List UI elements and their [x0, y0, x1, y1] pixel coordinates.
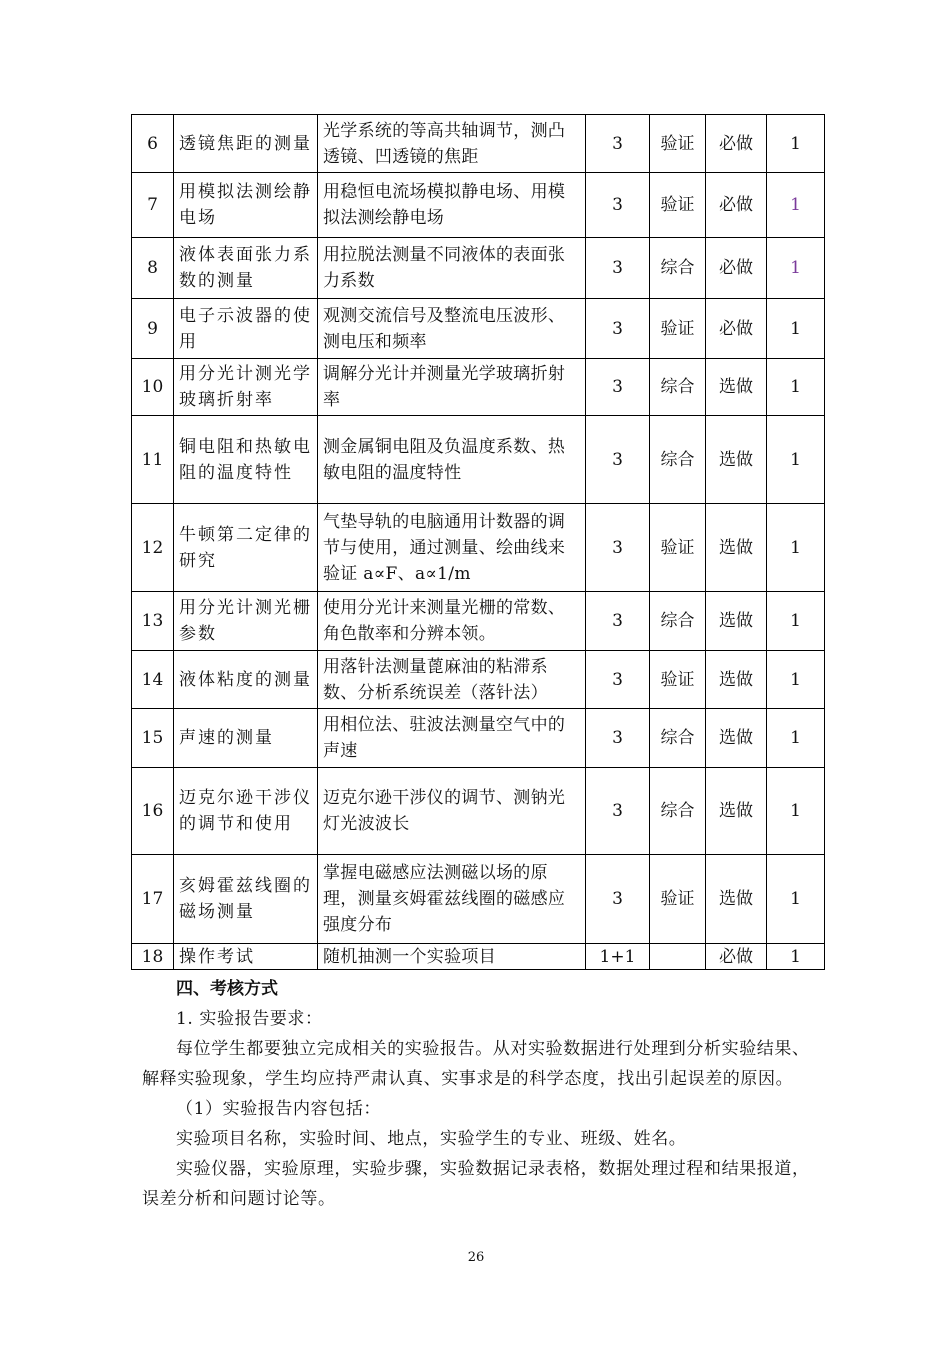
cell-desc: 用稳恒电流场模拟静电场、用模拟法测绘静电场 [318, 173, 586, 238]
table-row [132, 416, 825, 504]
cell-hours: 3 [586, 238, 650, 299]
cell-name: 声速的测量 [174, 709, 318, 768]
cell-desc: 使用分光计来测量光栅的常数、角色散率和分辨本领。 [318, 592, 586, 651]
cell-req: 选做 [706, 359, 767, 416]
cell-type: 验证 [650, 299, 706, 359]
cell-desc: 迈克尔逊干涉仪的调节、测钠光灯光波波长 [318, 768, 586, 855]
cell-type: 综合 [650, 592, 706, 651]
cell-groups: 1 [767, 651, 825, 709]
cell-name: 透镜焦距的测量 [174, 115, 318, 173]
cell-name: 亥姆霍兹线圈的磁场测量 [174, 855, 318, 944]
cell-name: 铜电阻和热敏电阻的温度特性 [174, 416, 318, 504]
cell-no: 16 [132, 768, 174, 855]
cell-name: 牛顿第二定律的研究 [174, 504, 318, 592]
cell-groups: 1 [767, 504, 825, 592]
cell-hours: 3 [586, 359, 650, 416]
cell-desc: 掌握电磁感应法测磁以场的原理，测量亥姆霍兹线圈的磁感应强度分布 [318, 855, 586, 944]
cell-groups: 1 [767, 709, 825, 768]
cell-hours: 3 [586, 504, 650, 592]
cell-no: 11 [132, 416, 174, 504]
cell-desc: 用拉脱法测量不同液体的表面张力系数 [318, 238, 586, 299]
cell-name: 液体表面张力系数的测量 [174, 238, 318, 299]
cell-no: 18 [132, 944, 174, 970]
cell-groups: 1 [767, 173, 825, 238]
cell-name: 电子示波器的使用 [174, 299, 318, 359]
cell-desc: 气垫导轨的电脑通用计数器的调节与使用，通过测量、绘曲线来验证 a∝F、a∝1/m [318, 504, 586, 592]
cell-hours: 3 [586, 768, 650, 855]
cell-no: 7 [132, 173, 174, 238]
cell-desc: 观测交流信号及整流电压波形、测电压和频率 [318, 299, 586, 359]
cell-hours: 3 [586, 115, 650, 173]
report-content-paragraph: 实验仪器，实验原理，实验步骤，实验数据记录表格，数据处理过程和结果报道，误差分析和问题讨论等。 [142, 1159, 810, 1209]
cell-req: 必做 [706, 944, 767, 970]
cell-hours: 1+1 [586, 944, 650, 970]
page-number: 26 [467, 1250, 485, 1265]
cell-groups: 1 [767, 359, 825, 416]
cell-name: 用分光计测光学玻璃折射率 [174, 359, 318, 416]
cell-desc: 随机抽测一个实验项目 [318, 944, 586, 970]
cell-no: 9 [132, 299, 174, 359]
table-row [132, 651, 825, 709]
assessment-section [142, 974, 822, 1214]
table-row [132, 115, 825, 173]
cell-no: 15 [132, 709, 174, 768]
cell-groups: 1 [767, 299, 825, 359]
table-row [132, 504, 825, 592]
cell-no: 6 [132, 115, 174, 173]
cell-groups: 1 [767, 238, 825, 299]
cell-hours: 3 [586, 299, 650, 359]
cell-type: 验证 [650, 173, 706, 238]
cell-hours: 3 [586, 709, 650, 768]
cell-req: 选做 [706, 709, 767, 768]
cell-groups: 1 [767, 115, 825, 173]
report-paragraph: 每位学生都要独立完成相关的实验报告。从对实验数据进行处理到分析实验结果、解释实验现象，学生均应持严肃认真、实事求是的科学态度，找出引起误差的原因。 [142, 1039, 810, 1089]
table-row [132, 768, 825, 855]
table-row [132, 592, 825, 651]
table-row [132, 238, 825, 299]
cell-no: 10 [132, 359, 174, 416]
cell-hours: 3 [586, 592, 650, 651]
cell-no: 13 [132, 592, 174, 651]
cell-type: 综合 [650, 416, 706, 504]
table-row [132, 299, 825, 359]
cell-no: 17 [132, 855, 174, 944]
cell-req: 选做 [706, 592, 767, 651]
cell-type: 验证 [650, 855, 706, 944]
cell-desc: 测金属铜电阻及负温度系数、热敏电阻的温度特性 [318, 416, 586, 504]
report-content-item: （1）实验报告内容包括： [176, 1099, 382, 1119]
table-row [132, 855, 825, 944]
table-row [132, 359, 825, 416]
cell-req: 选做 [706, 504, 767, 592]
cell-req: 必做 [706, 238, 767, 299]
cell-type: 综合 [650, 709, 706, 768]
cell-req: 选做 [706, 768, 767, 855]
cell-groups: 1 [767, 944, 825, 970]
cell-name: 用分光计测光栅参数 [174, 592, 318, 651]
cell-groups: 1 [767, 416, 825, 504]
experiment-table [131, 114, 825, 970]
cell-req: 必做 [706, 173, 767, 238]
report-requirement-item: 1. 实验报告要求： [176, 1009, 323, 1029]
cell-req: 选做 [706, 651, 767, 709]
cell-no: 12 [132, 504, 174, 592]
cell-type: 综合 [650, 238, 706, 299]
cell-req: 选做 [706, 855, 767, 944]
experiment-table-body [132, 115, 825, 970]
cell-name: 用模拟法测绘静电场 [174, 173, 318, 238]
section-heading: 四、考核方式 [176, 979, 278, 999]
cell-type: 综合 [650, 359, 706, 416]
cell-name: 迈克尔逊干涉仪的调节和使用 [174, 768, 318, 855]
report-content-paragraph: 实验项目名称，实验时间、地点，实验学生的专业、班级、姓名。 [176, 1129, 687, 1149]
cell-desc: 用相位法、驻波法测量空气中的声速 [318, 709, 586, 768]
cell-name: 液体粘度的测量 [174, 651, 318, 709]
cell-name: 操作考试 [174, 944, 318, 970]
cell-desc: 光学系统的等高共轴调节，测凸透镜、凹透镜的焦距 [318, 115, 586, 173]
cell-type: 验证 [650, 115, 706, 173]
cell-no: 14 [132, 651, 174, 709]
cell-type [650, 944, 706, 970]
cell-no: 8 [132, 238, 174, 299]
cell-req: 必做 [706, 115, 767, 173]
table-row [132, 709, 825, 768]
cell-type: 验证 [650, 504, 706, 592]
cell-desc: 调解分光计并测量光学玻璃折射率 [318, 359, 586, 416]
cell-groups: 1 [767, 768, 825, 855]
table-row [132, 944, 825, 970]
cell-type: 综合 [650, 768, 706, 855]
cell-hours: 3 [586, 651, 650, 709]
cell-desc: 用落针法测量蓖麻油的粘滞系数、分析系统误差（落针法） [318, 651, 586, 709]
cell-groups: 1 [767, 592, 825, 651]
cell-hours: 3 [586, 173, 650, 238]
cell-req: 选做 [706, 416, 767, 504]
cell-type: 验证 [650, 651, 706, 709]
cell-req: 必做 [706, 299, 767, 359]
table-row [132, 173, 825, 238]
cell-hours: 3 [586, 855, 650, 944]
cell-groups: 1 [767, 855, 825, 944]
cell-hours: 3 [586, 416, 650, 504]
